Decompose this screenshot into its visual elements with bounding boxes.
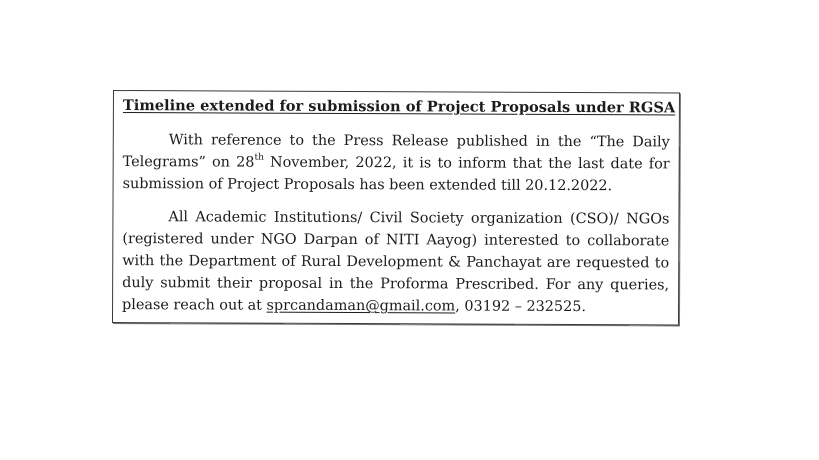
paragraph-eligibility [122,206,669,318]
paragraph-2-text-start: All Academic Institutions/ Civil Society organization (CSO)/ NGOs (registered under NGO Darpan of NITI Aayog) interested to collaborate with the Department of Rural Development & Panchayat are requested to duly submit their proposal in the Proforma Prescribed. For any queries, please reach out at [122,209,670,314]
paragraph-1-text-end: November, 2022, it is to inform that the last date for submission of Project Proposals has been extended till 20.12.2022. [122,154,670,195]
paragraph-1-text-start: With reference to the Press Release published in the “The Daily Telegrams” on 28 [122,132,670,171]
contact-phone-text: , 03192 – 232525. [455,298,587,316]
contact-email-link[interactable]: sprcandaman@gmail.com [266,297,456,315]
ordinal-suffix: th [254,152,264,163]
notice-title: Timeline extended for submission of Project Proposals under RGSA [122,97,676,117]
notice-box [112,90,680,325]
paragraph-date-extension [123,129,670,197]
